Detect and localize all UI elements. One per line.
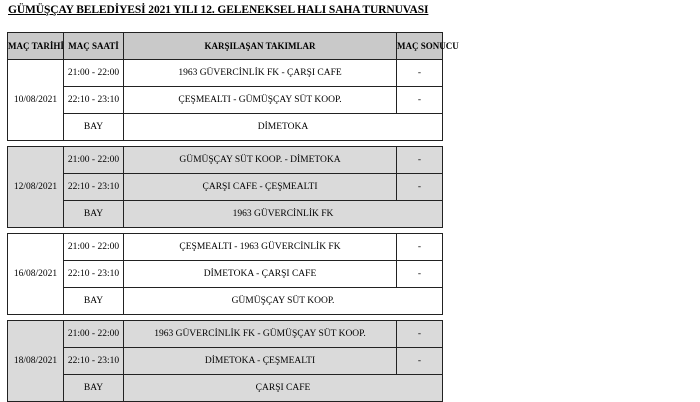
match-teams: 1963 GÜVERCİNLİK FK - GÜMÜŞÇAY SÜT KOOP. xyxy=(124,321,397,348)
fixture-table xyxy=(7,32,459,402)
match-date: 16/08/2021 xyxy=(8,234,64,315)
match-date: 18/08/2021 xyxy=(8,321,64,402)
header-row xyxy=(8,33,443,60)
match-row xyxy=(8,348,443,375)
match-teams: ÇARŞI CAFE - ÇEŞMEALTI xyxy=(124,174,397,201)
bye-team: 1963 GÜVERCİNLİK FK xyxy=(124,201,443,228)
document-title: GÜMÜŞÇAY BELEDİYESİ 2021 YILI 12. GELENEKSEL HALI SAHA TURNUVASI xyxy=(8,4,429,16)
bye-label: BAY xyxy=(64,375,124,402)
match-date: 12/08/2021 xyxy=(8,147,64,228)
match-row xyxy=(8,321,443,348)
match-result: - xyxy=(397,234,443,261)
match-row xyxy=(8,147,443,174)
bye-row xyxy=(8,201,443,228)
match-time: 21:00 - 22:00 xyxy=(64,234,124,261)
matchday-group xyxy=(8,60,443,147)
matchday-group xyxy=(8,321,443,402)
match-row xyxy=(8,60,443,87)
bye-label: BAY xyxy=(64,201,124,228)
match-teams: ÇEŞMEALTI - GÜMÜŞÇAY SÜT KOOP. xyxy=(124,87,397,114)
match-result: - xyxy=(397,261,443,288)
bye-row xyxy=(8,114,443,141)
match-time: 22:10 - 23:10 xyxy=(64,261,124,288)
match-result: - xyxy=(397,87,443,114)
match-teams: GÜMÜŞÇAY SÜT KOOP. - DİMETOKA xyxy=(124,147,397,174)
match-teams: 1963 GÜVERCİNLİK FK - ÇARŞI CAFE xyxy=(124,60,397,87)
match-result: - xyxy=(397,174,443,201)
bye-row xyxy=(8,288,443,315)
match-time: 22:10 - 23:10 xyxy=(64,174,124,201)
match-time: 22:10 - 23:10 xyxy=(64,348,124,375)
match-time: 22:10 - 23:10 xyxy=(64,87,124,114)
match-row xyxy=(8,234,443,261)
match-time: 21:00 - 22:00 xyxy=(64,60,124,87)
match-row xyxy=(8,261,443,288)
match-teams: ÇEŞMEALTI - 1963 GÜVERCİNLİK FK xyxy=(124,234,397,261)
header-result: MAÇ SONUCU xyxy=(397,33,443,60)
header-teams: KARŞILAŞAN TAKIMLAR xyxy=(124,33,397,60)
bye-team: DİMETOKA xyxy=(124,114,443,141)
matchday-group xyxy=(8,234,443,321)
matchday-group xyxy=(8,147,443,234)
bye-label: BAY xyxy=(64,288,124,315)
match-time: 21:00 - 22:00 xyxy=(64,321,124,348)
match-teams: DİMETOKA - ÇEŞMEALTI xyxy=(124,348,397,375)
match-row xyxy=(8,87,443,114)
bye-team: GÜMÜŞÇAY SÜT KOOP. xyxy=(124,288,443,315)
match-time: 21:00 - 22:00 xyxy=(64,147,124,174)
bye-label: BAY xyxy=(64,114,124,141)
match-row xyxy=(8,174,443,201)
bye-row xyxy=(8,375,443,402)
match-result: - xyxy=(397,147,443,174)
match-result: - xyxy=(397,348,443,375)
match-result: - xyxy=(397,60,443,87)
match-date: 10/08/2021 xyxy=(8,60,64,141)
match-teams: DİMETOKA - ÇARŞI CAFE xyxy=(124,261,397,288)
bye-team: ÇARŞI CAFE xyxy=(124,375,443,402)
header-time: MAÇ SAATİ xyxy=(64,33,124,60)
header-date: MAÇ TARİHİ xyxy=(8,33,64,60)
match-result: - xyxy=(397,321,443,348)
